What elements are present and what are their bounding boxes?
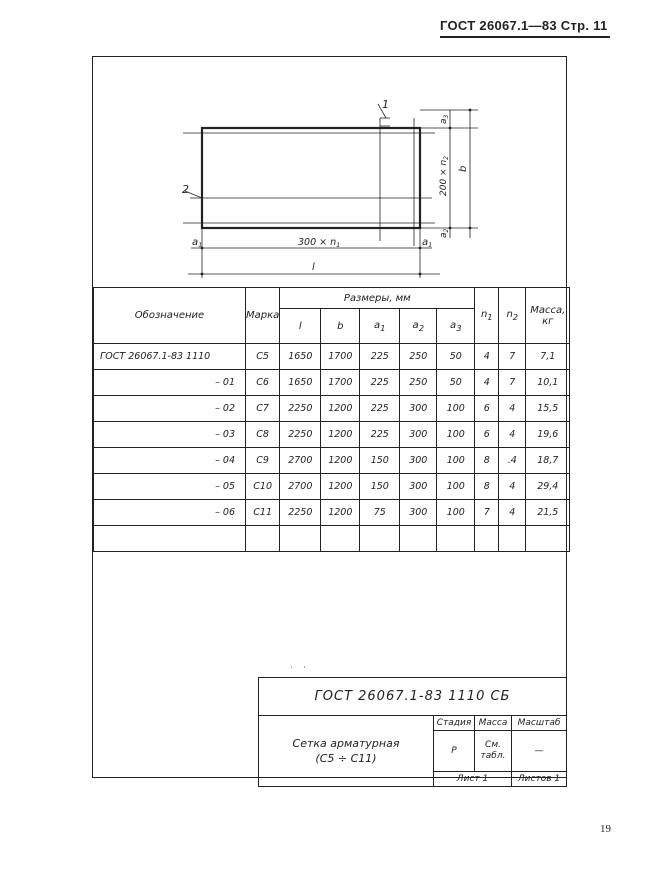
cell-n2: .4: [499, 448, 526, 474]
cell-n1: 8: [475, 474, 499, 500]
cell-b: 1200: [321, 474, 360, 500]
cell-n1: 8: [475, 448, 499, 474]
cell-l: 1650: [280, 370, 321, 396]
table-row: [94, 474, 570, 500]
mass-value: См. табл.: [475, 731, 512, 772]
table-row: [94, 396, 570, 422]
cell-mark: С9: [246, 448, 280, 474]
stage-label: Стадия: [434, 716, 475, 731]
cell-a1: 150: [360, 448, 400, 474]
cell-mass: 19,6: [526, 422, 570, 448]
cell-mark: С7: [246, 396, 280, 422]
cell-mark: С10: [246, 474, 280, 500]
stage-value: Р: [434, 731, 475, 772]
cell-n1: 7: [475, 500, 499, 526]
cell-mark: С8: [246, 422, 280, 448]
cell-a3: 100: [437, 396, 475, 422]
cell-a2: 300: [400, 422, 437, 448]
cell-mark: С6: [246, 370, 280, 396]
table-row: [94, 448, 570, 474]
cell-a2: 300: [400, 500, 437, 526]
dim-a1-right-label: $a_1$: [422, 237, 433, 249]
mesh-drawing: [150, 96, 490, 286]
cell-b: 1200: [321, 422, 360, 448]
col-a1-header: $a_1$: [360, 309, 400, 344]
cell-l: 2250: [280, 396, 321, 422]
cell-a3: 100: [437, 422, 475, 448]
callout-2-label: 2: [182, 183, 189, 196]
cell-n2: 7: [499, 344, 526, 370]
scan-marks: · ·: [290, 663, 310, 672]
cell-n1: 4: [475, 344, 499, 370]
cell-b: 1700: [321, 370, 360, 396]
cell-a3: 50: [437, 344, 475, 370]
cell-n2: 4: [499, 422, 526, 448]
cell-designation: – 03: [94, 422, 246, 448]
callout-1-label: 1: [382, 98, 389, 111]
specification-table: [93, 287, 570, 552]
cell-b: 1200: [321, 500, 360, 526]
cell-l: 2700: [280, 448, 321, 474]
cell-a1: 75: [360, 500, 400, 526]
cell-designation: – 06: [94, 500, 246, 526]
dim-200-label: $200 \times n_2$: [439, 156, 450, 196]
cell-a2: 250: [400, 344, 437, 370]
cell-a1: 150: [360, 474, 400, 500]
table-empty-row: [94, 526, 570, 552]
mass-label: Масса: [475, 716, 512, 731]
cell-a3: 100: [437, 500, 475, 526]
header-rule: [440, 36, 610, 38]
table-row: [94, 370, 570, 396]
document-header: ГОСТ 26067.1—83 Стр. 11: [440, 18, 608, 33]
cell-n2: 4: [499, 500, 526, 526]
cell-a3: 100: [437, 448, 475, 474]
dim-300-label: $300 \times n_1$: [298, 237, 341, 249]
cell-n1: 4: [475, 370, 499, 396]
cell-mass: 7,1: [526, 344, 570, 370]
scale-label: Масштаб: [512, 716, 567, 731]
dim-a2-label: $a_2$: [439, 228, 450, 238]
cell-n1: 6: [475, 422, 499, 448]
cell-mark: С5: [246, 344, 280, 370]
cell-a2: 300: [400, 396, 437, 422]
table-header-row: [94, 288, 570, 309]
col-mark-header: Марка: [246, 288, 280, 344]
cell-a3: 50: [437, 370, 475, 396]
sheet-label: Лист 1: [434, 772, 512, 787]
cell-mass: 15,5: [526, 396, 570, 422]
cell-mass: 10,1: [526, 370, 570, 396]
cell-designation: ГОСТ 26067.1-83 1110: [94, 344, 246, 370]
col-b-header: b: [321, 309, 360, 344]
title-block: [258, 677, 567, 787]
table-row: [94, 500, 570, 526]
cell-b: 1200: [321, 396, 360, 422]
sheets-label: Листов 1: [512, 772, 567, 787]
cell-mark: С11: [246, 500, 280, 526]
cell-a1: 225: [360, 370, 400, 396]
cell-b: 1700: [321, 344, 360, 370]
cell-l: 2250: [280, 422, 321, 448]
cell-l: 2700: [280, 474, 321, 500]
cell-designation: – 02: [94, 396, 246, 422]
cell-a2: 300: [400, 474, 437, 500]
col-a2-header: $a_2$: [400, 309, 437, 344]
cell-l: 1650: [280, 344, 321, 370]
cell-a3: 100: [437, 474, 475, 500]
col-designation-header: Обозначение: [94, 288, 246, 344]
table-row: [94, 422, 570, 448]
cell-b: 1200: [321, 448, 360, 474]
dim-b-label: b: [458, 165, 469, 172]
dim-a3-label: $a_3$: [439, 114, 450, 124]
dim-a1-left-label: $a_1$: [192, 237, 203, 249]
cell-n2: 4: [499, 474, 526, 500]
cell-designation: – 05: [94, 474, 246, 500]
table-row: [94, 344, 570, 370]
cell-mass: 29,4: [526, 474, 570, 500]
title-block-code: ГОСТ 26067.1-83 1110 СБ: [259, 678, 567, 716]
cell-l: 2250: [280, 500, 321, 526]
cell-a1: 225: [360, 344, 400, 370]
col-n1-header: $n_1$: [475, 288, 499, 344]
scale-value: —: [512, 731, 567, 772]
col-n2-header: $n_2$: [499, 288, 526, 344]
cell-n2: 7: [499, 370, 526, 396]
col-sizes-header: Размеры, мм: [280, 288, 475, 309]
cell-n1: 6: [475, 396, 499, 422]
dim-l-label: l: [312, 262, 315, 273]
cell-a2: 300: [400, 448, 437, 474]
col-l-header: l: [280, 309, 321, 344]
cell-designation: – 04: [94, 448, 246, 474]
cell-designation: – 01: [94, 370, 246, 396]
title-block-name: Сетка арматурная (С5 ÷ С11): [259, 716, 434, 787]
page-number: 19: [600, 823, 611, 835]
col-mass-header: Масса, кг: [526, 288, 570, 344]
cell-mass: 21,5: [526, 500, 570, 526]
cell-a1: 225: [360, 396, 400, 422]
cell-a1: 225: [360, 422, 400, 448]
col-a3-header: $a_3$: [437, 309, 475, 344]
cell-n2: 4: [499, 396, 526, 422]
cell-a2: 250: [400, 370, 437, 396]
cell-mass: 18,7: [526, 448, 570, 474]
